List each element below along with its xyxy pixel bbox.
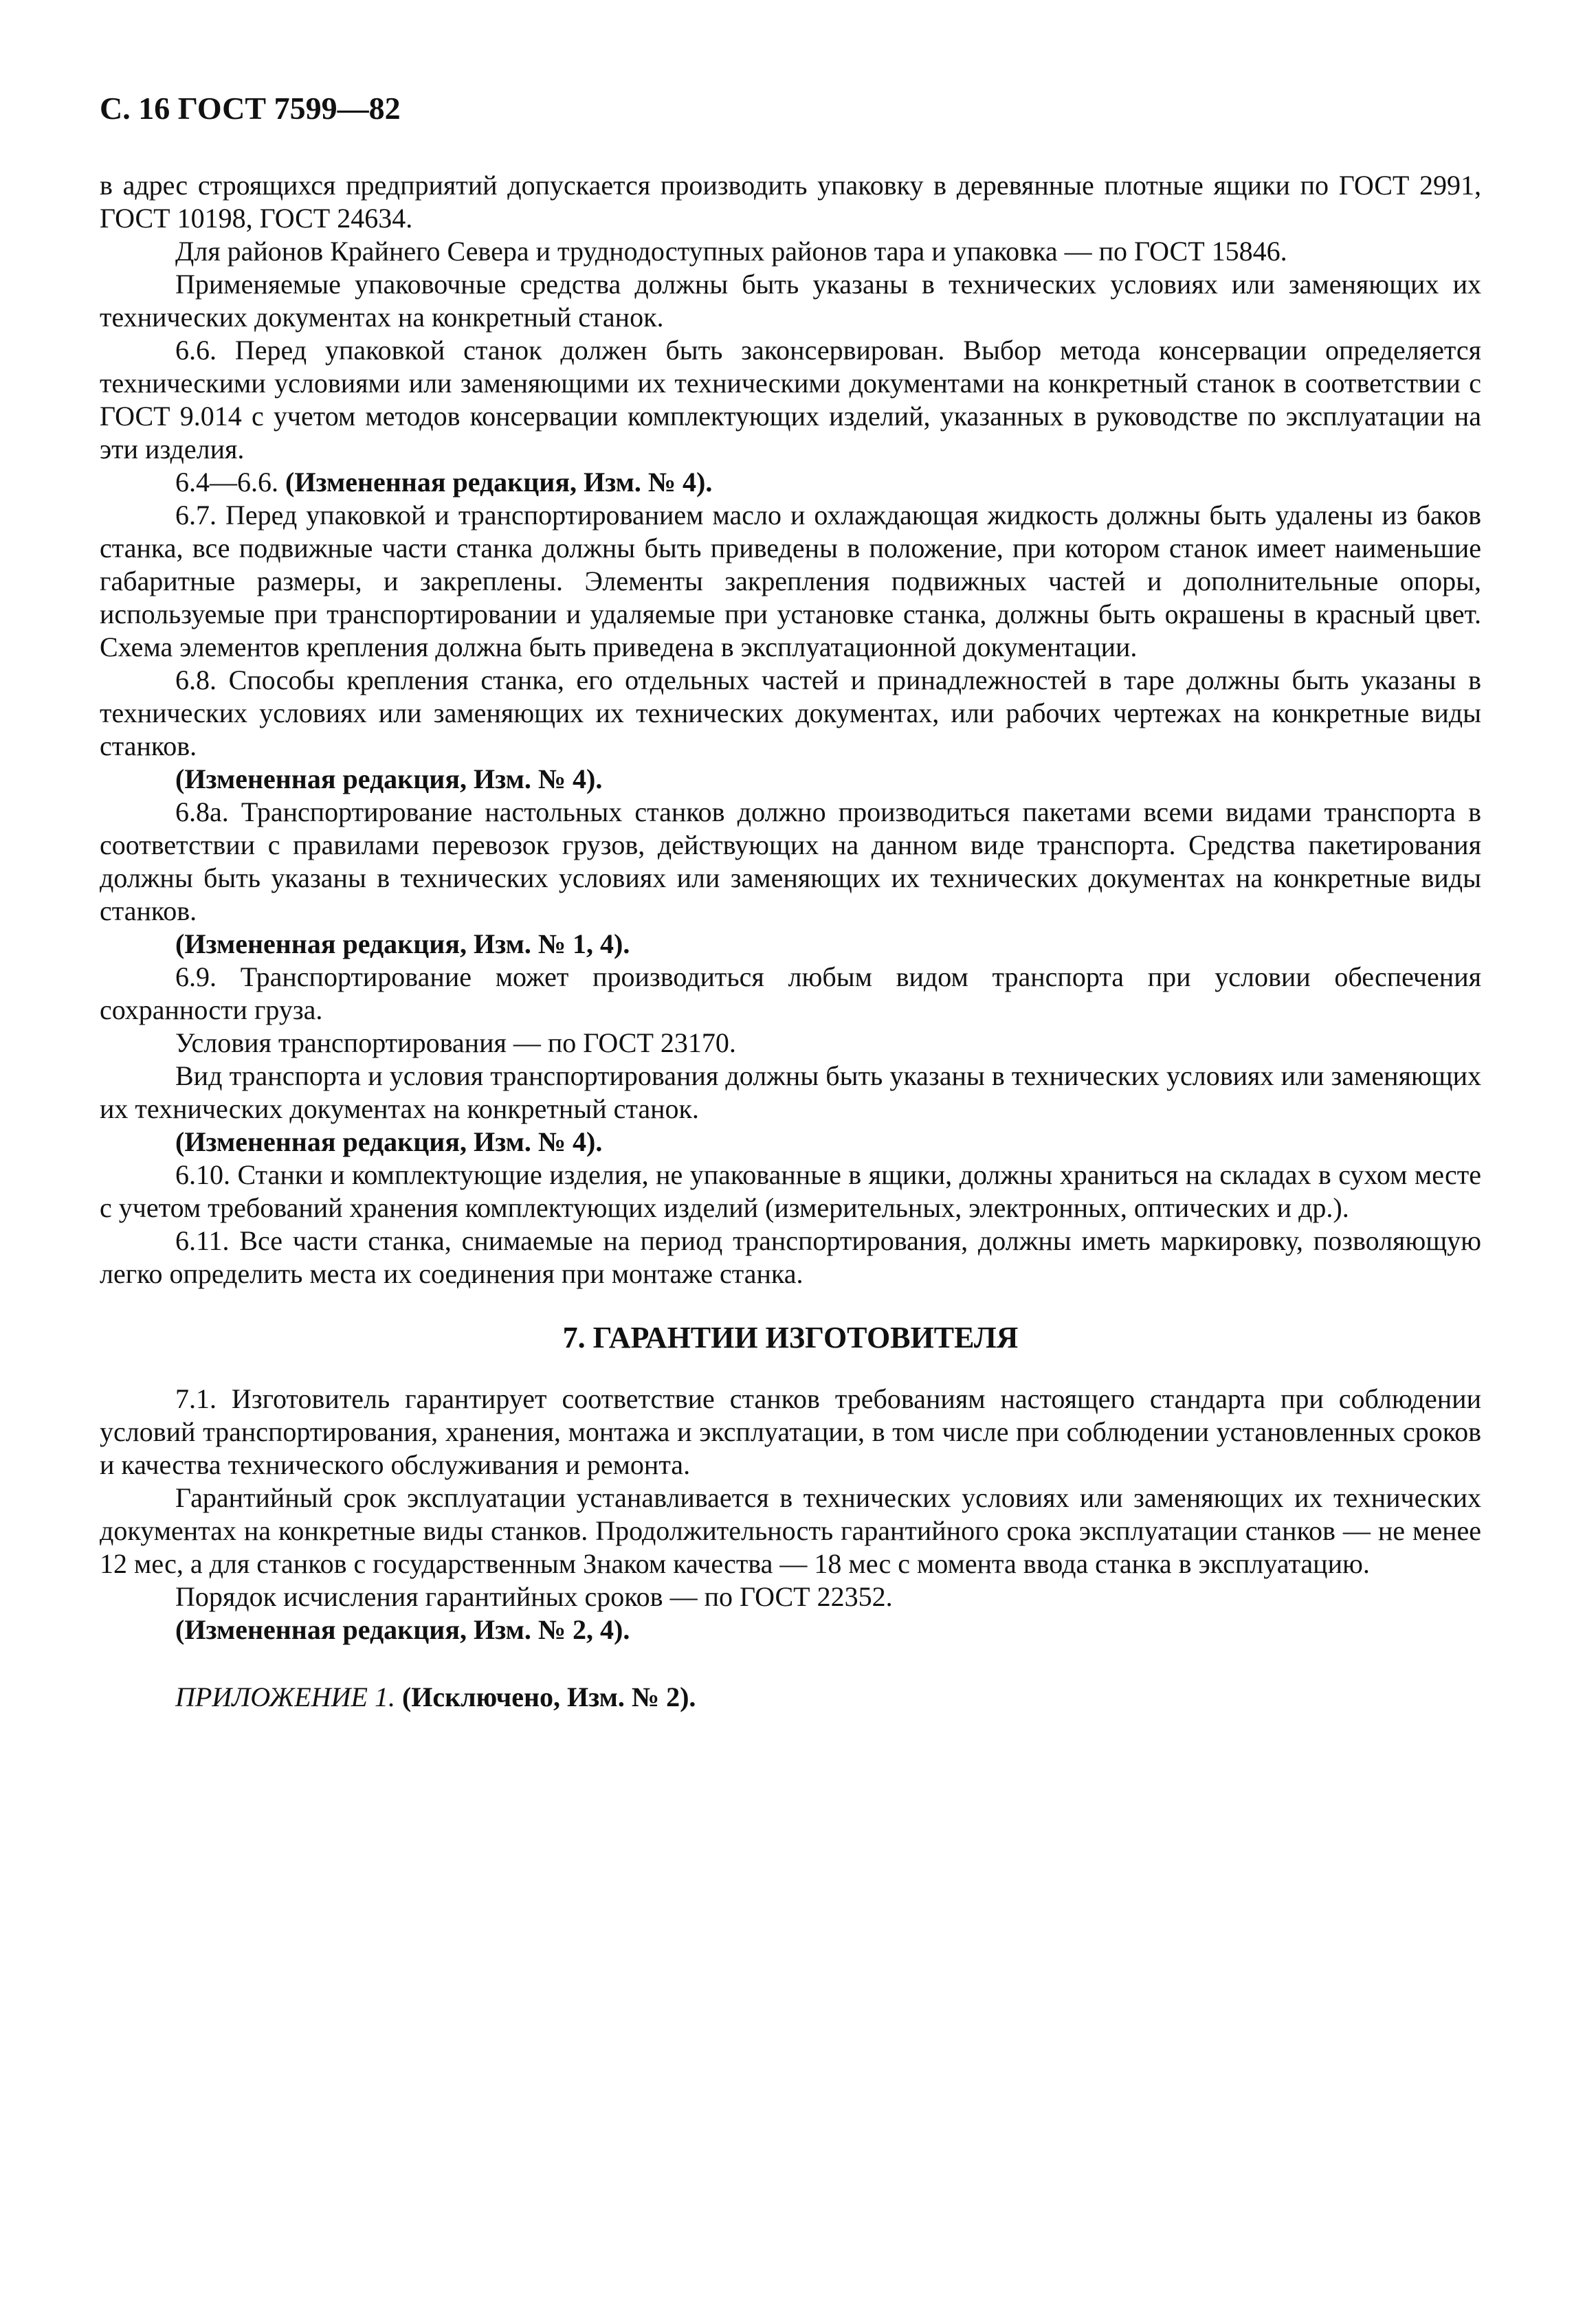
paragraph-6-8a: 6.8а. Транспортирование настольных станков должно производиться пакетами всеми видами транспорта в соответствии с правилами перевозок грузов, действующих на данном виде транспорта. Средства пакетирования должны быть указаны в технических условиях или заменяющих их технических документах на конкретные виды станков.	[100, 796, 1481, 926]
amendment-7: (Измененная редакция, Изм. № 2, 4).	[175, 1614, 630, 1645]
paragraph-6-6: 6.6. Перед упаковкой станок должен быть законсервирован. Выбор метода консервации определяется техническими условиями или заменяющими их техническими документами на конкретный станок в соответствии с ГОСТ 9.014 с учетом методов консервации комплектующих изделий, указанных в руководстве по эксплуатации на эти изделия.	[100, 335, 1481, 465]
appendix-note: (Исключено, Изм. № 2).	[401, 1681, 696, 1712]
amendment-6-8: (Измененная редакция, Изм. № 4).	[175, 763, 603, 794]
paragraph-7-1: 7.1. Изготовитель гарантирует соответствие станков требованиям настоящего стандарта при соблюдении условий транспортирования, хранения, монтажа и эксплуатации, в том числе при соблюдении установленных сроков и качества технического обслуживания и ремонта.	[100, 1383, 1481, 1480]
paragraph-transport-conditions: Условия транспортирования — по ГОСТ 23170.	[175, 1027, 736, 1058]
paragraph-warranty-period: Гарантийный срок эксплуатации устанавливается в технических условиях или заменяющих их технических документах на конкретные виды станков. Продолжительность гарантийного срока эксплуатации станков — не менее 12 мес, а для станков с государственным Знаком качества — 18 мес с момента ввода станка в эксплуатацию.	[100, 1482, 1481, 1579]
paragraph-packing-means: Применяемые упаковочные средства должны быть указаны в технических условиях или заменяющих их технических документах на конкретный станок.	[100, 269, 1481, 333]
running-head: С. 16 ГОСТ 7599—82	[100, 91, 401, 126]
paragraph-6-8: 6.8. Способы крепления станка, его отдельных частей и принадлежностей в таре должны быть указаны в технических условиях или заменяющих их технических документах, или рабочих чертежах на конкретные виды станков.	[100, 664, 1481, 761]
amendment-6-4-6-6	[100, 466, 1481, 499]
paragraph-warranty-calculation: Порядок исчисления гарантийных сроков — по ГОСТ 22352.	[175, 1581, 893, 1612]
paragraph-far-north: Для районов Крайнего Севера и труднодоступных районов тара и упаковка — по ГОСТ 15846.	[175, 236, 1287, 267]
paragraph-6-10: 6.10. Станки и комплектующие изделия, не упакованные в ящики, должны храниться на складах в сухом месте с учетом требований хранения комплектующих изделий (измерительных, электронных, оптических и др.).	[100, 1159, 1481, 1223]
paragraph-6-9: 6.9. Транспортирование может производиться любым видом транспорта при условии обеспечения сохранности груза.	[100, 961, 1481, 1025]
paragraph-6-11: 6.11. Все части станка, снимаемые на период транспортирования, должны иметь маркировку, позволяющую легко определить места их соединения при монтаже станка.	[100, 1225, 1481, 1289]
section-title-7: 7. ГАРАНТИИ ИЗГОТОВИТЕЛЯ	[562, 1321, 1019, 1354]
amendment-ref: 6.4—6.6.	[175, 467, 278, 498]
document-page	[100, 89, 1481, 1714]
paragraph-transport-type: Вид транспорта и условия транспортирования должны быть указаны в технических условиях или заменяющих их технических документах на конкретный станок.	[100, 1060, 1481, 1124]
paragraph-6-7: 6.7. Перед упаковкой и транспортированием масло и охлаждающая жидкость должны быть удалены из баков станка, все подвижные части станка должны быть приведены в положение, при котором станок имеет наименьшие габаритные размеры, и закреплены. Элементы закрепления подвижных частей и дополнительные опоры, используемые при транспортировании и удаляемые при установке станка, должны быть окрашены в красный цвет. Схема элементов крепления должна быть приведена в эксплуатационной документации.	[100, 500, 1481, 662]
paragraph-continuation: в адрес строящихся предприятий допускается производить упаковку в деревянные плотные ящики по ГОСТ 2991, ГОСТ 10198, ГОСТ 24634.	[100, 170, 1481, 234]
amendment-6-9: (Измененная редакция, Изм. № 4).	[175, 1126, 603, 1157]
appendix-1-line	[100, 1681, 1481, 1714]
amendment-note: (Измененная редакция, Изм. № 4).	[285, 467, 713, 498]
amendment-6-8a: (Измененная редакция, Изм. № 1, 4).	[175, 928, 630, 959]
appendix-label: ПРИЛОЖЕНИЕ 1.	[175, 1681, 395, 1712]
